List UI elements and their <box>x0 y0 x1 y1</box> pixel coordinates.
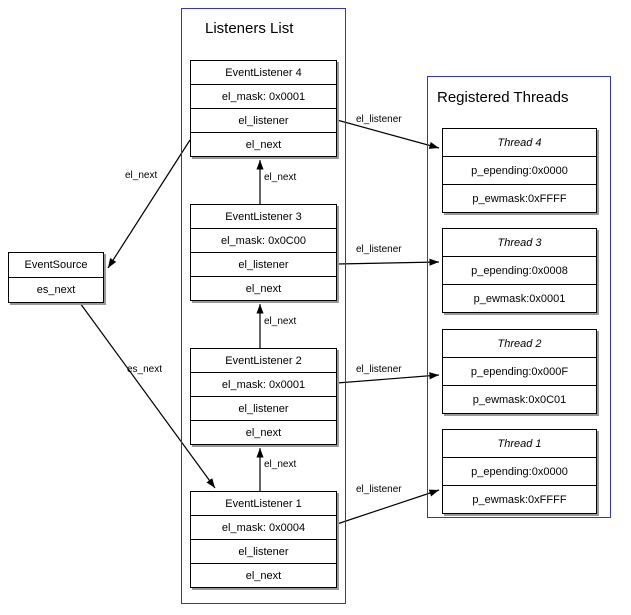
node-listener2-field-el-next: el_next <box>245 427 282 439</box>
edge-label: el_next <box>264 316 297 327</box>
edge-label: el_listener <box>356 114 402 125</box>
node-listener1-field-el-listener: el_listener <box>191 540 336 564</box>
node-listener2-field-el-listener: el_listener <box>191 397 336 421</box>
node-thread3-field-p-ewmask: p_ewmask:0x0001 <box>473 293 566 305</box>
node-listener3-title: EventListener 3 <box>191 205 336 229</box>
node-listener3-field-el-listener: el_listener <box>191 253 336 277</box>
node-thread2-title: Thread 2 <box>443 330 596 358</box>
node-thread4-field-p-epending: p_epending:0x0000 <box>443 157 596 185</box>
node-thread4-title: Thread 4 <box>443 129 596 157</box>
node-listener4-title: EventListener 4 <box>191 61 336 85</box>
node-thread1-title: Thread 1 <box>443 430 596 458</box>
edge-label: el_listener <box>356 244 402 255</box>
group-listeners-list-title: Listeners List <box>205 20 294 37</box>
node-listener2[interactable] <box>190 348 337 445</box>
edge-label: el_listener <box>356 364 402 375</box>
node-thread2-field-p-ewmask: p_ewmask:0x0C01 <box>472 394 567 406</box>
node-thread3[interactable] <box>442 228 597 313</box>
edge-label: el_next <box>264 172 297 183</box>
node-thread4[interactable] <box>442 128 597 213</box>
listener3-to-thread3 <box>337 262 439 264</box>
node-event-source-field-es-next: es_next <box>36 284 76 296</box>
node-event-source-title: EventSource <box>9 253 103 278</box>
listener1-to-thread1 <box>337 490 439 524</box>
edge-label: el_listener <box>356 484 402 495</box>
edge-label: el_next <box>264 459 297 470</box>
node-listener2-field-el-mask: el_mask: 0x0001 <box>191 373 336 397</box>
node-listener4-field-el-listener: el_listener <box>191 109 336 133</box>
group-registered-threads-title: Registered Threads <box>437 89 569 106</box>
node-listener1-field-el-mask: el_mask: 0x0004 <box>191 516 336 540</box>
node-listener1-title: EventListener 1 <box>191 492 336 516</box>
node-thread2[interactable] <box>442 329 597 414</box>
edge-label: es_next <box>127 364 163 375</box>
node-listener3-field-el-mask: el_mask: 0x0C00 <box>191 229 336 253</box>
node-listener4[interactable] <box>190 60 337 157</box>
node-listener4-field-el-next: el_next <box>245 139 282 151</box>
node-thread2-field-p-epending: p_epending:0x000F <box>443 358 596 386</box>
node-listener1[interactable] <box>190 491 337 588</box>
edge-label: el_next <box>125 170 158 181</box>
listener2-to-thread2 <box>337 375 439 383</box>
node-event-source[interactable] <box>8 252 104 303</box>
node-listener2-title: EventListener 2 <box>191 349 336 373</box>
node-listener1-field-el-next: el_next <box>245 570 282 582</box>
listener4-to-eventsource <box>108 140 190 268</box>
node-listener3[interactable] <box>190 204 337 301</box>
node-thread1[interactable] <box>442 429 597 514</box>
node-thread1-field-p-ewmask: p_ewmask:0xFFFF <box>472 494 567 506</box>
node-thread3-title: Thread 3 <box>443 229 596 257</box>
node-thread3-field-p-epending: p_epending:0x0008 <box>443 257 596 285</box>
node-listener3-field-el-next: el_next <box>245 283 282 295</box>
node-thread4-field-p-ewmask: p_ewmask:0xFFFF <box>472 193 567 205</box>
node-thread1-field-p-epending: p_epending:0x0000 <box>443 458 596 486</box>
node-listener4-field-el-mask: el_mask: 0x0001 <box>191 85 336 109</box>
